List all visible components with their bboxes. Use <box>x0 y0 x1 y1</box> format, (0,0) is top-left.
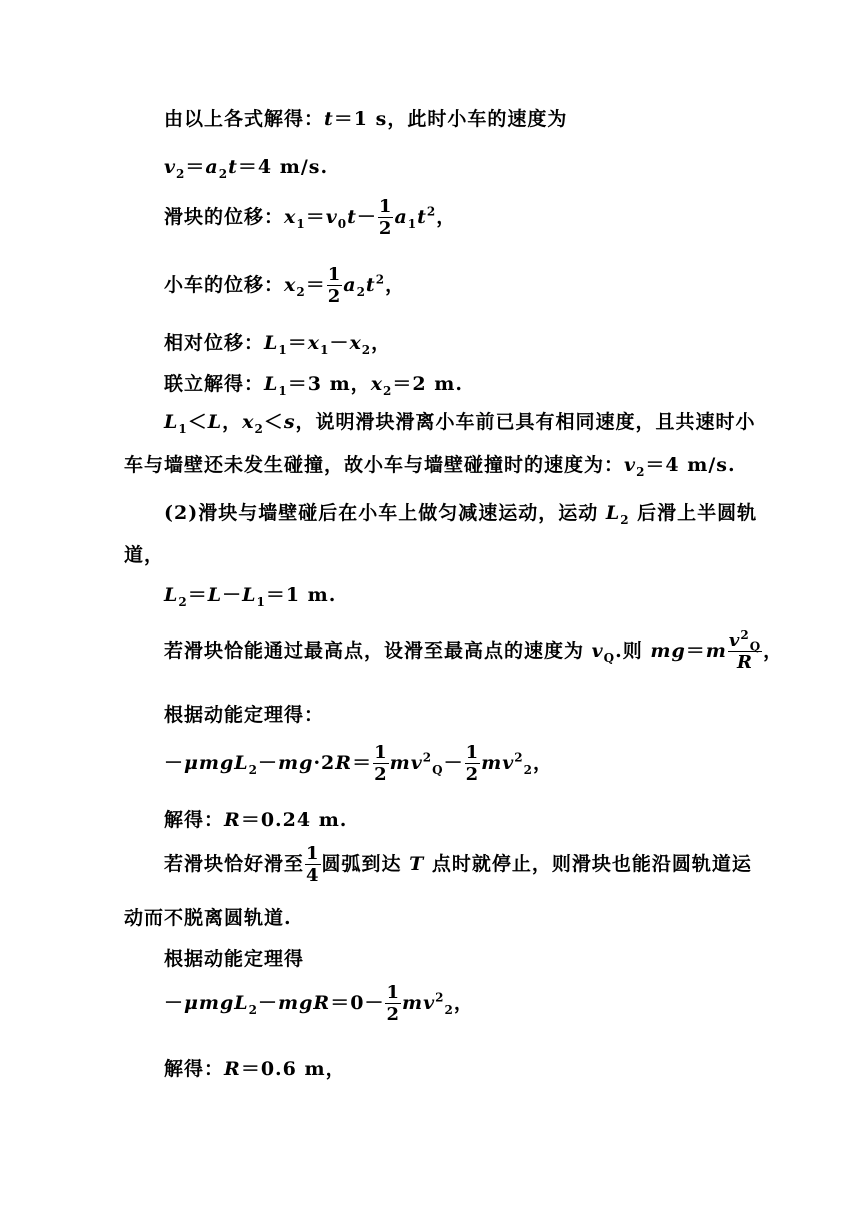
text-segment: ＝ <box>305 274 326 296</box>
math-var: x <box>307 332 321 354</box>
text-segment: ＝ <box>352 752 373 774</box>
superscript: 2 <box>422 750 433 765</box>
fraction-numerator: 1 <box>374 742 388 763</box>
superscript: 2 <box>514 750 524 765</box>
text-segment: ， <box>385 274 406 296</box>
text-line <box>164 152 328 179</box>
subscript: 2 <box>248 1002 259 1017</box>
text-line <box>164 198 456 238</box>
math-var: L <box>207 584 223 606</box>
math-var: R <box>335 752 353 774</box>
math-var: mgR <box>278 992 331 1014</box>
fraction <box>378 198 394 238</box>
math-var: μmgL <box>184 992 249 1014</box>
text-segment: ＝ <box>685 640 706 662</box>
fraction-denominator: 4 <box>306 865 320 886</box>
text-segment: ， <box>222 411 243 433</box>
text-segment: － <box>258 992 279 1014</box>
subscript: Q <box>603 650 616 665</box>
text-segment: ， <box>453 992 474 1014</box>
subscript: 2 <box>444 1002 454 1017</box>
math-var: m <box>402 992 424 1014</box>
text-segment: ， <box>533 752 554 774</box>
text-segment: ＝ <box>187 584 208 606</box>
fraction-denominator: 2 <box>465 764 480 785</box>
fraction-denominator <box>728 652 762 672</box>
math-var: R <box>737 652 753 673</box>
math-var: v <box>423 992 436 1014</box>
subscript: 2 <box>254 421 264 436</box>
superscript: 2 <box>435 990 445 1005</box>
text-segment: 点时就停止，则滑块也能沿圆轨道运 <box>424 853 752 875</box>
fraction <box>385 984 401 1024</box>
math-var: m <box>705 640 727 662</box>
math-var: v <box>624 454 637 476</box>
text-segment: ＝2 m. <box>392 373 463 395</box>
text-line <box>164 628 784 673</box>
text-segment: 动而不脱离圆轨道. <box>124 907 292 929</box>
text-segment: 根据动能定理得： <box>164 704 325 726</box>
math-var: t <box>365 274 376 296</box>
text-segment: 解得： <box>164 809 225 831</box>
fraction-denominator: 2 <box>374 764 388 785</box>
text-segment: ·2 <box>313 752 336 774</box>
subscript: 2 <box>636 464 646 479</box>
text-segment: － <box>356 206 377 228</box>
fraction <box>465 744 481 784</box>
text-line <box>124 540 164 567</box>
math-var: x <box>370 373 384 395</box>
fraction-denominator: 2 <box>327 286 342 307</box>
text-segment: ＝4 m/s. <box>645 454 736 476</box>
text-line <box>164 944 304 971</box>
math-var: v <box>728 630 741 651</box>
text-line <box>164 1054 346 1081</box>
math-var: t <box>417 206 427 228</box>
math-var: a <box>205 156 219 178</box>
text-segment: － <box>258 752 279 774</box>
text-segment: ＝0－ <box>330 992 385 1014</box>
math-var: R <box>224 809 241 831</box>
math-var: t <box>324 108 334 130</box>
math-var: R <box>224 1058 241 1080</box>
text-segment: (2)滑块与墙壁碰后在小车上做匀减速运动，运动 <box>164 502 606 524</box>
text-line <box>164 845 752 885</box>
subscript: 1 <box>278 342 288 357</box>
math-var: a <box>394 206 408 228</box>
math-var: x <box>242 411 255 433</box>
text-segment: － <box>329 332 350 354</box>
text-segment: 小车的位移： <box>164 274 285 296</box>
subscript: 2 <box>178 594 188 609</box>
subscript: 2 <box>248 762 259 777</box>
math-var: s <box>283 411 296 433</box>
text-segment: － <box>443 752 464 774</box>
text-line <box>164 328 391 355</box>
fraction <box>728 628 762 673</box>
text-segment: － <box>164 752 185 774</box>
text-segment: 若滑块恰能通过最高点，设滑至最高点的速度为 <box>164 640 592 662</box>
fraction-numerator: 1 <box>306 843 320 864</box>
fraction-numerator: 1 <box>378 196 393 217</box>
text-segment: ＝1 s，此时小车的速度为 <box>333 108 568 130</box>
text-line <box>164 744 553 784</box>
fraction <box>373 744 389 784</box>
math-var: v <box>164 156 177 178</box>
text-line <box>164 498 757 525</box>
text-segment: 解得： <box>164 1058 225 1080</box>
text-segment: 道， <box>124 544 165 566</box>
text-segment: 车与墙壁还未发生碰撞，故小车与墙壁碰撞时的速度为： <box>124 454 625 476</box>
fraction-numerator <box>728 628 762 654</box>
math-var: μmgL <box>184 752 249 774</box>
subscript: 2 <box>620 512 630 527</box>
text-segment: 圆弧到达 <box>321 853 410 875</box>
math-var: T <box>409 853 425 875</box>
text-line <box>164 700 324 727</box>
text-segment: － <box>164 992 185 1014</box>
math-var: x <box>284 206 297 228</box>
text-segment: ＝4 m/s. <box>237 156 329 178</box>
math-var: L <box>264 332 279 354</box>
text-segment: ＝ <box>287 332 308 354</box>
text-segment: ＝ <box>305 206 326 228</box>
math-var: m <box>481 752 503 774</box>
subscript: 2 <box>356 284 366 299</box>
subscript: 2 <box>296 284 306 299</box>
subscript: 1 <box>296 216 306 231</box>
math-var: v <box>502 752 515 774</box>
subscript: 2 <box>383 383 393 398</box>
subscript: 0 <box>337 216 348 231</box>
fraction-denominator: 2 <box>386 1004 400 1025</box>
fraction-numerator: 1 <box>327 264 342 285</box>
subscript: 2 <box>176 166 186 181</box>
math-var: v <box>325 206 338 228</box>
superscript: 2 <box>426 204 437 219</box>
text-line <box>164 984 474 1024</box>
math-var: v <box>410 752 423 774</box>
superscript: 2 <box>375 272 386 287</box>
fraction-denominator: 2 <box>378 218 393 239</box>
fraction-numerator: 1 <box>386 982 400 1003</box>
math-var: L <box>164 411 179 433</box>
subscript: 1 <box>320 342 330 357</box>
subscript: 2 <box>523 762 534 777</box>
text-segment: ＝0.6 m， <box>240 1058 346 1080</box>
math-var: m <box>389 752 411 774</box>
text-segment: － <box>222 584 243 606</box>
subscript: 2 <box>218 166 229 181</box>
text-line <box>164 580 336 607</box>
fraction <box>327 266 343 306</box>
text-segment: ＝3 m， <box>287 373 371 395</box>
text-segment: 相对位移： <box>164 332 265 354</box>
subscript: Q <box>749 639 762 654</box>
text-segment: ， <box>763 640 784 662</box>
text-line <box>164 266 405 306</box>
text-line <box>164 104 567 131</box>
text-segment: 联立解得： <box>164 373 265 395</box>
text-segment: ， <box>436 206 457 228</box>
subscript: Q <box>432 762 444 777</box>
text-line <box>164 407 756 434</box>
text-line <box>124 450 736 477</box>
text-segment: ＜ <box>187 411 208 433</box>
fraction-numerator: 1 <box>465 742 480 763</box>
math-var: L <box>164 584 179 606</box>
text-segment: ＝1 m. <box>265 584 337 606</box>
subscript: 1 <box>178 421 188 436</box>
subscript: 1 <box>278 383 288 398</box>
math-var: mg <box>278 752 314 774</box>
text-segment: ＜ <box>263 411 284 433</box>
text-line <box>164 805 347 832</box>
math-var: a <box>343 274 357 296</box>
superscript: 2 <box>740 628 750 642</box>
text-segment: ＝0.24 m. <box>240 809 348 831</box>
text-segment: 滑块的位移： <box>164 206 285 228</box>
math-var: x <box>284 274 297 296</box>
text-segment: 若滑块恰好滑至 <box>164 853 305 875</box>
text-segment: 由以上各式解得： <box>164 108 325 130</box>
math-var: L <box>605 502 621 524</box>
fraction <box>305 845 321 885</box>
text-segment: .则 <box>615 640 651 662</box>
text-segment: 后滑上半圆轨 <box>629 502 758 524</box>
subscript: 1 <box>256 594 266 609</box>
text-segment: ＝ <box>185 156 206 178</box>
math-var: t <box>347 206 357 228</box>
math-var: L <box>207 411 223 433</box>
math-var: mg <box>650 640 686 662</box>
math-var: L <box>242 584 257 606</box>
text-segment: ， <box>371 332 392 354</box>
text-segment: 根据动能定理得 <box>164 948 305 970</box>
subscript: 1 <box>407 216 418 231</box>
subscript: 2 <box>361 342 372 357</box>
math-var: v <box>591 640 604 662</box>
math-var: L <box>264 373 279 395</box>
math-var: t <box>228 156 238 178</box>
text-line <box>124 903 292 930</box>
text-line <box>164 369 463 396</box>
math-var: x <box>349 332 362 354</box>
text-segment: ，说明滑块滑离小车前已具有相同速度，且共速时小 <box>295 411 756 433</box>
